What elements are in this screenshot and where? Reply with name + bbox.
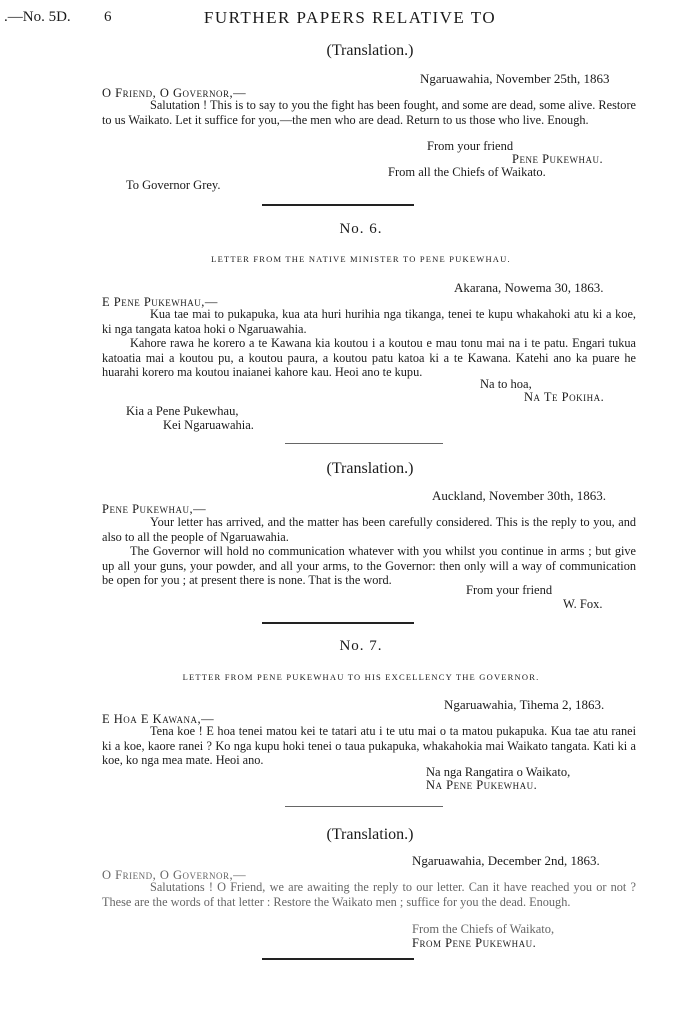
place-date: Auckland, November 30th, 1863. xyxy=(432,488,607,503)
letter-paragraph: Your letter has arrived, and the matter has been carefully considered. This is the reply to you, and also to all the people of Ngaruawahia. xyxy=(102,515,636,544)
letter-paragraph: The Governor will hold no communication whatever with you whilst you continue in arms ; but give up all your guns, your powder, and all your arms, to the Governor: then only will a way of communication be open for you ; at present there is none. That is the word. xyxy=(102,544,636,588)
salutation: E Pene Pukewhau,— xyxy=(102,295,218,309)
section-divider xyxy=(262,204,414,206)
section-divider xyxy=(285,443,443,444)
document-number: No. 6. xyxy=(339,221,383,237)
salutation: O Friend, O Governor,— xyxy=(102,86,247,100)
signature: From Pene Pukewhau. xyxy=(412,936,537,950)
addressee: Kei Ngaruawahia. xyxy=(163,418,254,432)
section-divider xyxy=(262,622,414,624)
document-reference: .—No. 5D. xyxy=(4,9,71,25)
letter-body: Salutations ! O Friend, we are awaiting the reply to our letter. Can it have reached you or not ? These are the words of that letter : Restore the Waikato men ; suffice for you the dead. Enough. xyxy=(102,880,636,909)
translation-heading: (Translation.) xyxy=(326,42,414,59)
signature: W. Fox. xyxy=(563,597,603,611)
page-title: FURTHER PAPERS RELATIVE TO xyxy=(203,8,497,27)
addressee: To Governor Grey. xyxy=(126,178,221,192)
section-divider xyxy=(262,958,414,960)
translation-heading: (Translation.) xyxy=(326,826,414,843)
section-divider xyxy=(285,806,443,807)
document-number: No. 7. xyxy=(339,638,383,654)
letter-closing: From your friend xyxy=(466,583,553,597)
place-date: Ngaruawahia, December 2nd, 1863. xyxy=(412,853,600,868)
letter-body: Salutation ! This is to say to you the fight has been fought, and some are dead, some alive. Restore to us Waikato. Let it suffice for you,—the men who are dead. Return to us those who live. Enough. xyxy=(102,98,636,127)
letter-heading: LETTER FROM PENE PUKEWHAU TO HIS EXCELLENCY THE GOVERNOR. xyxy=(182,672,540,682)
letter-closing: From the Chiefs of Waikato, xyxy=(412,922,555,936)
letter-heading: LETTER FROM THE NATIVE MINISTER TO PENE PUKEWHAU. xyxy=(211,254,511,264)
signature: Na Pene Pukewhau. xyxy=(426,778,538,792)
signature: Na Te Pokiha. xyxy=(524,390,605,404)
letter-paragraph: Kua tae mai to pukapuka, kua ata huri hurihia nga tikanga, tenei te kupu whakahoki atu ki a koe, ki nga tangata katoa hoki o Ngaruawahia. xyxy=(102,307,636,336)
letter-closing: Na to hoa, xyxy=(480,377,532,391)
letter-closing: Na nga Rangatira o Waikato, xyxy=(426,765,571,779)
salutation: Pene Pukewhau,— xyxy=(102,502,207,516)
from-chiefs: From all the Chiefs of Waikato. xyxy=(388,165,546,179)
place-date: Ngaruawahia, November 25th, 1863 xyxy=(420,71,610,86)
place-date: Ngaruawahia, Tihema 2, 1863. xyxy=(444,697,605,712)
translation-heading: (Translation.) xyxy=(326,460,414,477)
letter-closing: From your friend xyxy=(427,139,514,153)
addressee: Kia a Pene Pukewhau, xyxy=(126,404,239,418)
salutation: O Friend, O Governor,— xyxy=(102,868,247,882)
signature: Pene Pukewhau. xyxy=(512,152,604,166)
salutation: E Hoa E Kawana,— xyxy=(102,712,215,726)
letter-body: Tena koe ! E hoa tenei matou kei te tatari atu i te utu mai o ta matou pukapuka. Kua tae atu ranei ki a koe, kaore ranei ? Ko nga kupu hoki tenei o taua pukapuka, whakahokia mai Waikato tangata. Kati ki a koe, ko nga mea mate. Heoi ano. xyxy=(102,724,636,768)
page-number: 6 xyxy=(104,9,112,25)
letter-paragraph: Kahore rawa he korero a te Kawana kia koutou i a koutou e mau tonu mai na i te patu. Engari tukua katoatia mai a koutou pu, a koutou paura, a koutou patu katoa ki a te Kawana. Katehi ano ka puare he huarahi korero ma koutou inaianei kahore kau. Heoi ano te kupu. xyxy=(102,336,636,380)
place-date: Akarana, Nowema 30, 1863. xyxy=(454,280,604,295)
